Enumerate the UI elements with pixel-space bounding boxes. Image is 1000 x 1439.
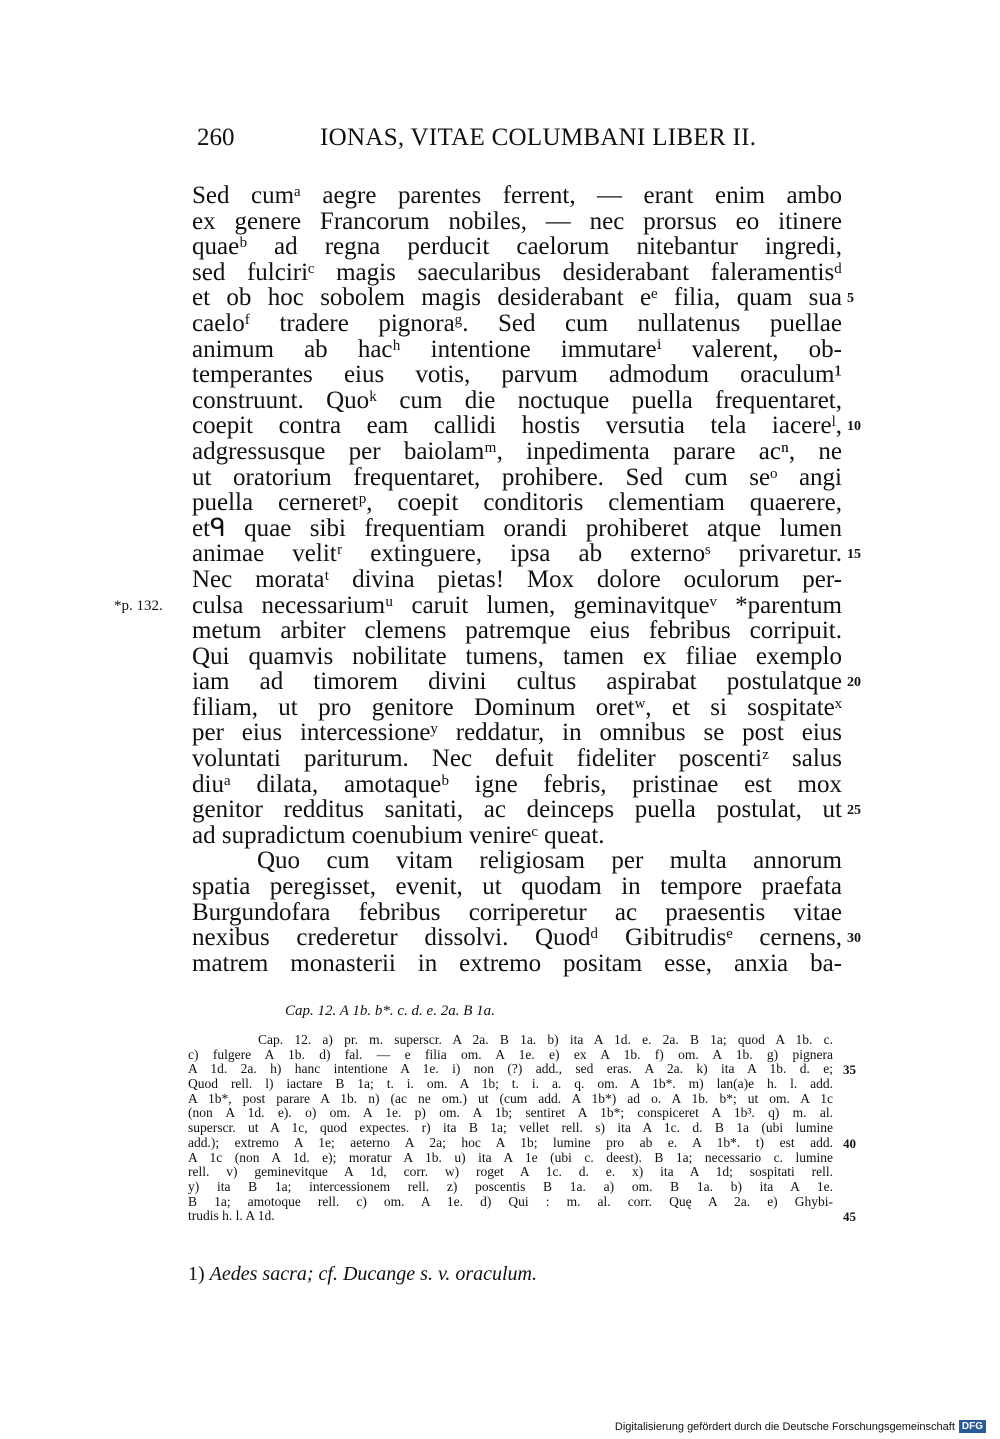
text-line: coepit contra eam callidi hostis versutia tela iacereˡ, 10 — [192, 412, 861, 440]
apparatus-line: Cap. 12. a) pr. m. superscr. A 2a. B 1a. b) ita A 1d. e. 2a. B 1a; quod A 1b. c. — [258, 1032, 833, 1047]
apparatus-line: c) fulgere A 1b. d) fal. — e filia om. A 1e. e) ex A 1b. f) om. A 1b. g) pignera — [188, 1046, 833, 1062]
text-line: ex genere Francorum nobiles, — nec prorsus eo itinere — [192, 207, 842, 235]
text-line: puella cerneretᵖ, coepit conditoris clementiam quaerere, — [192, 489, 842, 517]
text-line: ut oratorium frequentaret, prohibere. Sed cum seᵒ angi — [192, 463, 842, 491]
text-line: ad supradictum coenubium venireᶜ queat. — [192, 821, 605, 849]
line-number: 10 — [847, 419, 861, 435]
text-line: adgressusque per baiolamᵐ, inpedimenta parare acⁿ, ne — [192, 437, 842, 465]
text-line: Burgundofara febribus corriperetur ac praesentis vitae — [192, 898, 842, 926]
text-line: per eius intercessioneʸ reddatur, in omnibus se post eius — [192, 719, 842, 747]
digitization-notice — [615, 1420, 986, 1433]
line-number: 30 — [847, 931, 861, 947]
text-line: voluntati pariturum. Nec defuit fideliter poscentiᶻ salus — [192, 745, 842, 773]
text-line: Sed cumᵃ aegre parentes ferrent, — erant enim ambo — [192, 182, 842, 209]
line-number: 15 — [847, 547, 861, 563]
text-line: iam ad timorem divini cultus aspirabat postulatque 20 — [192, 668, 861, 696]
text-line: caeloᶠ tradere pignoraᵍ. Sed cum nullatenus puellae — [192, 309, 842, 337]
critical-apparatus — [188, 1032, 856, 1225]
text-line: spatia peregisset, evenit, ut quodam in tempore praefata — [192, 873, 842, 901]
text-line: nexibus crederetur dissolvi. Quodᵈ Gibitrudisᵉ cernens, 30 — [192, 924, 861, 952]
apparatus-line: A 1b*, post parare A 1b. n) (ac ne om.) ut (cum add. A 1b*) ad o. A 1b. b*; ut om. A 1c — [188, 1090, 833, 1106]
apparatus-line: rell. v) geminevitque A 1d, corr. w) roget A 1c. d. e. x) ita A 1d; sospitati rell. — [188, 1164, 833, 1180]
text-line: Quo cum vitam religiosam per multa annorum — [257, 847, 842, 875]
text-line: construunt. Quoᵏ cum die noctuque puella frequentaret, — [192, 386, 842, 414]
line-number: 45 — [843, 1209, 856, 1225]
text-line: temperantes eius votis, parvum admodum oraculum¹ — [192, 361, 842, 389]
apparatus-line: A 1d. 2a. h) hanc intentione A 1e. i) non (?) add., sed eras. A 2a. k) ita A 1b. d. e; 35 — [188, 1061, 856, 1078]
line-number: 5 — [847, 291, 854, 307]
text-line: animae velitʳ extinguere, ipsa ab externoˢ privaretur. 15 — [192, 540, 861, 568]
apparatus-line: y) ita B 1a; intercessionem rell. z) poscentis B 1a. a) om. B 1a. b) ita A 1e. — [188, 1178, 833, 1194]
chapter-manuscripts: Cap. 12. A 1b. b*. c. d. e. 2a. B 1a. — [285, 1003, 495, 1019]
page-marker: *p. 132. — [114, 597, 163, 614]
apparatus-line: add.); extremo A 1e; aeterno A 2a; hoc A 1b; lumine pro ab e. A 1b*. t) est add. 40 — [188, 1134, 856, 1151]
text-line: *p. 132. culsa necessariumᵘ caruit lumen, geminavitqueᵛ *parentum — [114, 591, 842, 619]
page-header — [0, 124, 1000, 164]
page-number: 260 — [197, 124, 235, 151]
text-line: etᑫ quae sibi frequentiam orandi prohiberet atque lumen — [192, 514, 842, 542]
footnote-number: 1) — [188, 1263, 205, 1285]
text-line: animum ab hacʰ intentione immutareⁱ valerent, ob- — [192, 335, 842, 363]
line-number: 25 — [847, 803, 861, 819]
apparatus-line: trudis h. l. A 1d. 45 — [188, 1208, 856, 1225]
text-line: sed fulciriᶜ magis saecularibus desiderabant faleramentisᵈ — [192, 258, 842, 286]
apparatus-line: B 1a; amotoque rell. c) om. A 1e. d) Qui : m. al. corr. Quę A 2a. e) Ghybi- — [188, 1193, 833, 1209]
apparatus-line: A 1c (non A 1d. e); moratur A 1b. u) ita A 1e (ubi c. deest). B 1a; necessario c. lumine — [188, 1149, 833, 1165]
text-line: diuᵃ dilata, amotaqueᵇ igne febris, pristinae est mox — [192, 770, 842, 798]
running-title: IONAS, VITAE COLUMBANI LIBER II. — [320, 124, 757, 151]
text-line: filiam, ut pro genitore Dominum oretʷ, et si sospitateˣ — [192, 693, 842, 721]
dfg-logo-icon: DFG — [959, 1420, 986, 1433]
footnote — [188, 1263, 537, 1286]
text-line: metum arbiter clemens patremque eius febribus corripuit. — [192, 617, 842, 645]
apparatus-line: Quod rell. l) iactare B 1a; t. i. om. A 1b; t. i. a. q. om. A 1b*. m) lan(a)e h. l. add. — [188, 1076, 833, 1092]
apparatus-line: superscr. ut A 1c, quod expectes. r) ita B 1a; vellet rell. s) ita A 1c. d. B 1a (ubi lumine — [188, 1120, 833, 1136]
text-line: quaeᵇ ad regna perducit caelorum nitebantur ingredi, — [192, 233, 842, 261]
digitization-text: Digitalisierung gefördert durch die Deutsche Forschungsgemeinschaft — [614, 1420, 955, 1433]
apparatus-line: (non A 1d. e). o) om. A 1e. p) om. A 1b; sentiret A 1b*; conspiceret A 1b³. q) m. al. — [188, 1105, 833, 1121]
footnote-text: Aedes sacra; cf. Ducange s. v. oraculum. — [209, 1263, 537, 1285]
text-line: genitor redditus sanitati, ac deinceps puella postulat, ut 25 — [192, 796, 861, 824]
text-line: Nec morataᵗ divina pietas! Mox dolore oculorum per- — [192, 565, 842, 593]
main-text — [114, 182, 861, 977]
text-line: Qui quamvis nobilitate tumens, tamen ex filiae exemplo — [192, 642, 842, 670]
line-number: 40 — [843, 1135, 856, 1151]
text-line: matrem monasterii in extremo positam esse, anxia ba- — [192, 949, 842, 977]
line-number: 35 — [843, 1062, 856, 1078]
line-number: 20 — [847, 675, 861, 691]
text-line: et ob hoc sobolem magis desiderabant eᵉ filia, quam sua 5 — [192, 284, 854, 312]
